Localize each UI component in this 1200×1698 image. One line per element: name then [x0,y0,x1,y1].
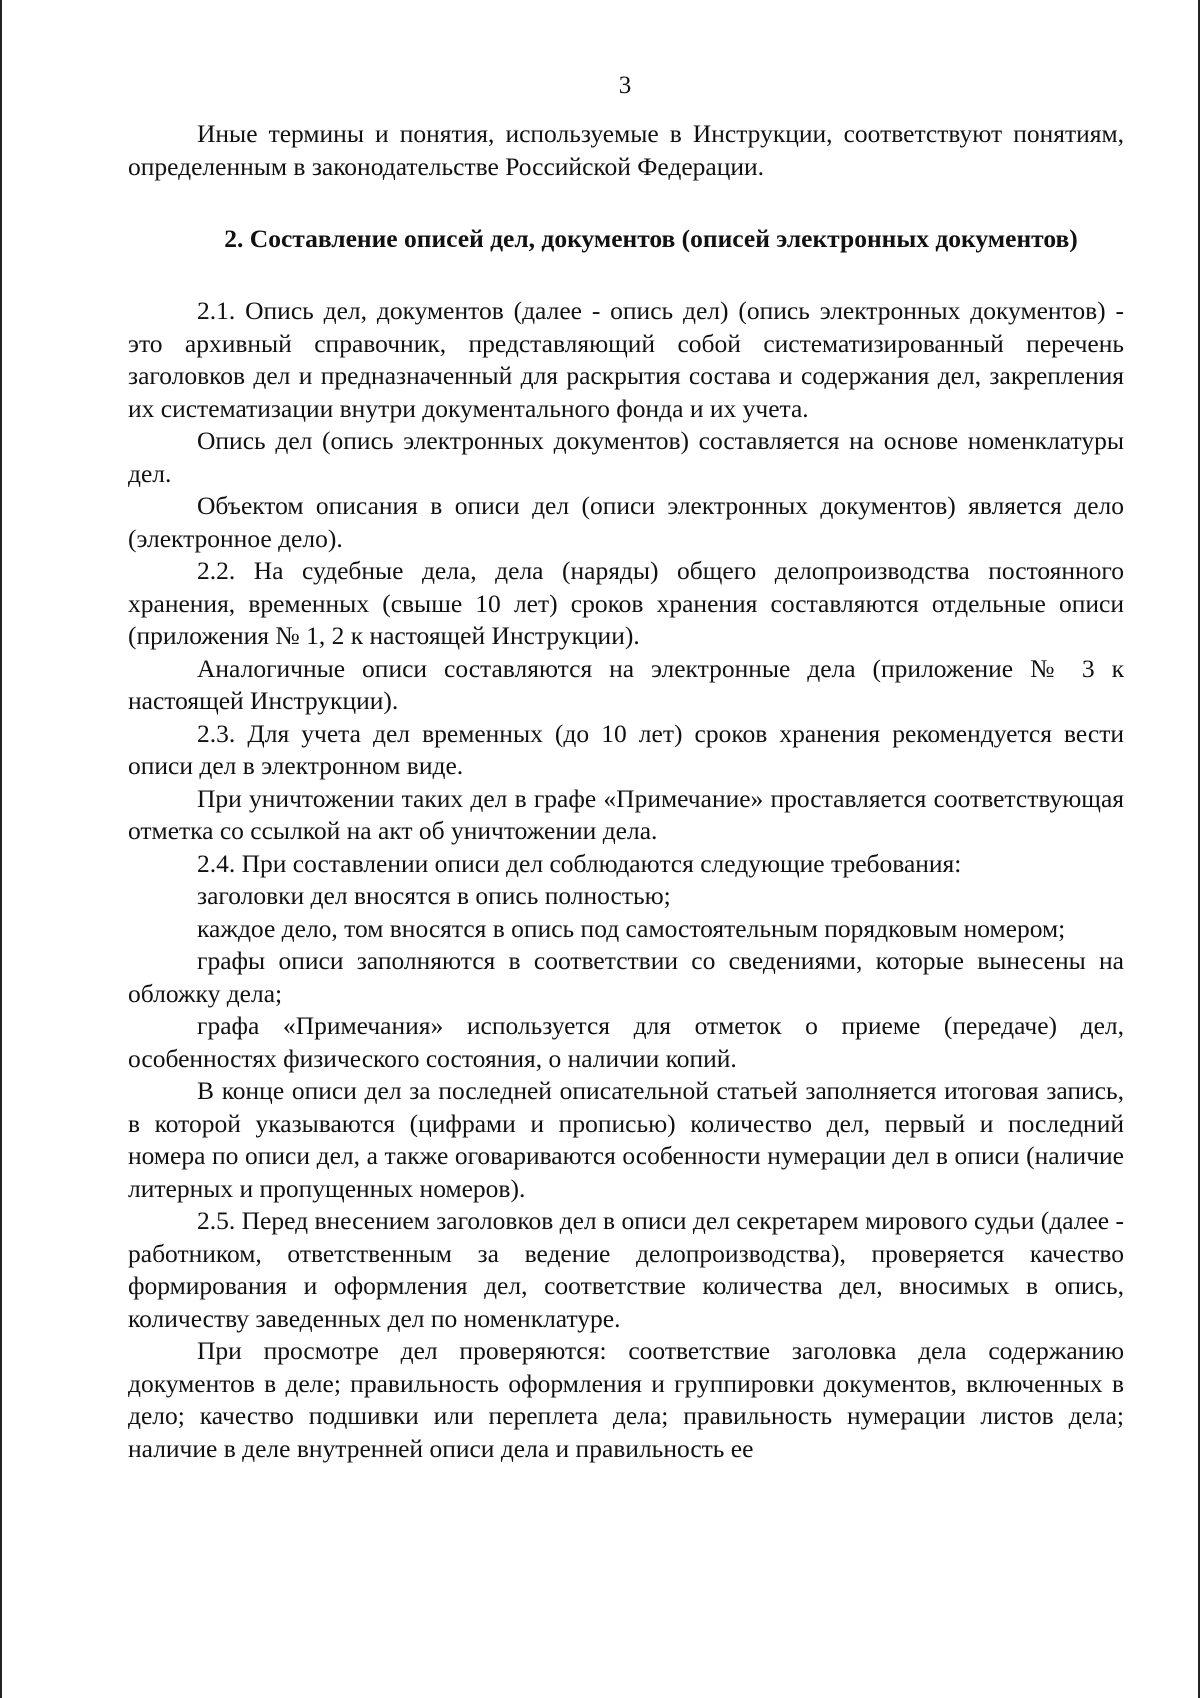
paragraph-inventory-basis: Опись дел (опись электронных документов) составляется на основе номенклатуры дел. [128,426,1124,488]
list-item-notes-column: графа «Примечания» используется для отметок о приеме (передаче) дел, особенностях физического состояния, о наличии копий. [128,1011,1124,1073]
paragraph-2-2: 2.2. На судебные дела, дела (наряды) общего делопроизводства постоянного хранения, временных (свыше 10 лет) сроков хранения составляются отдельные описи (приложения № 1, 2 к настоящей Инструкции). [128,556,1124,650]
paragraph-final-record: В конце описи дел за последней описательной статьей заполняется итоговая запись, в которой указываются (цифрами и прописью) количество дел, первый и последний номера по описи дел, а также оговариваются особенности нумерации дел в описи (наличие литерных и пропущенных номеров). [128,1076,1124,1203]
paragraph-2-1: 2.1. Опись дел, документов (далее - опись дел) (опись электронных документов) - это архивный справочник, представляющий собой систематизированный перечень заголовков дел и предназначенный для раскрытия состава и содержания дел, закрепления их систематизации внутри документального фонда и их учета. [128,296,1124,423]
list-item-columns: графы описи заполняются в соответствии со сведениями, которые вынесены на обложку дела; [128,946,1124,1008]
paragraph-2-4: 2.4. При составлении описи дел соблюдаются следующие требования: [197,848,962,878]
paragraph-description-object: Объектом описания в описи дел (описи электронных документов) является дело (электронное дело). [128,491,1124,553]
section-heading: 2. Составление описей дел, документов (описей электронных документов) [224,224,1078,253]
page-number: 3 [618,72,632,99]
list-item-titles: заголовки дел вносятся в опись полностью; [197,881,671,910]
paragraph-2-3: 2.3. Для учета дел временных (до 10 лет) сроков хранения рекомендуется вести описи дел в электронном виде. [128,718,1124,780]
paragraph-destruction-note: При уничтожении таких дел в графе «Примечание» проставляется соответствующая отметка со ссылкой на акт об уничтожении дела. [128,783,1124,845]
document-body [128,118,1124,1465]
paragraph-2-5: 2.5. Перед внесением заголовков дел в описи дел секретарем мирового судьи (далее - работником, ответственным за ведение делопроизводства), проверяется качество формирования и оформления дел, соответствие количества дел, вносимых в опись, количеству заведенных дел по номенклатуре. [128,1206,1124,1333]
page-edge-left [0,0,2,1698]
intro-paragraph: Иные термины и понятия, используемые в Инструкции, соответствуют понятиям, определенным в законодательстве Российской Федерации. [128,119,1124,181]
paragraph-electronic-inventories: Аналогичные описи составляются на электронные дела (приложение № 3 к настоящей Инструкции). [128,653,1124,715]
paragraph-review-checks: При просмотре дел проверяются: соответствие заголовка дела содержанию документов в деле; правильность оформления и группировки документов, включенных в дело; качество подшивки или переплета дела; правильность нумерации листов дела; наличие в деле внутренней описи дела и правильность ее [128,1336,1124,1463]
list-item-numbering: каждое дело, том вносятся в опись под самостоятельным порядковым номером; [197,913,1066,943]
